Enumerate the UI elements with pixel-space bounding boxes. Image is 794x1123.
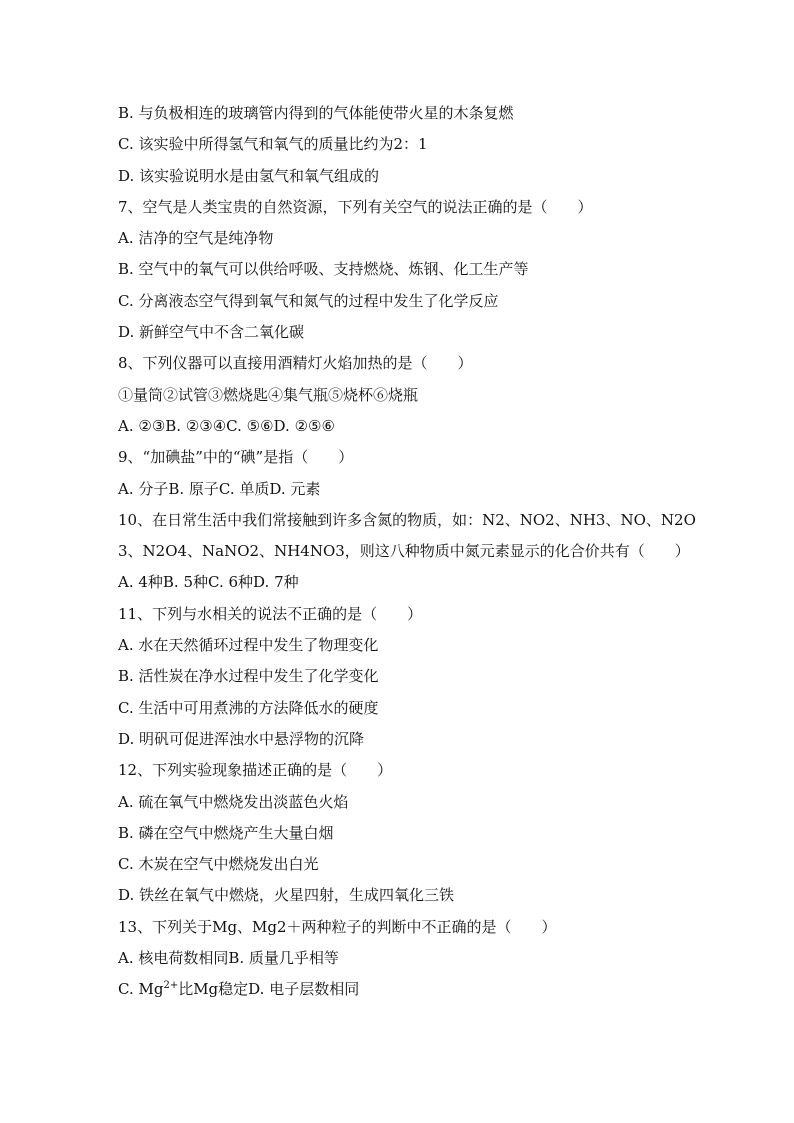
text-line: B. 活性炭在净水过程中发生了化学变化 [118,667,379,686]
line-suffix: 比Mg稳定D. 电子层数相同 [178,980,360,999]
text-line: A. 水在天然循环过程中发生了物理变化 [118,636,379,655]
text-line: D. 新鲜空气中不含二氧化碳 [118,323,305,342]
text-line: A. ②③B. ②③④C. ⑤⑥D. ②⑤⑥ [118,416,335,435]
text-line: D. 该实验说明水是由氢气和氧气组成的 [118,166,380,185]
question-7: 7、空气是人类宝贵的自然资源，下列有关空气的说法正确的是（ ） [118,197,593,216]
text-line: ①量筒②试管③燃烧匙④集气瓶⑤烧杯⑥烧瓶 [118,385,419,404]
text-line [118,974,698,1005]
text-line: D. 铁丝在氧气中燃烧，火星四射，生成四氧化三铁 [118,886,455,905]
text-line: 3、N2O4、NaNO2、NH4NO3，则这八种物质中氮元素显示的化合价共有（ ） [118,542,690,561]
document-content [118,98,698,1006]
question-8: 8、下列仪器可以直接用酒精灯火焰加热的是（ ） [118,354,473,373]
superscript-charge: 2+ [163,980,179,992]
question-12: 12、下列实验现象描述正确的是（ ） [118,761,393,780]
text-line: B. 与负极相连的玻璃管内得到的气体能使带火星的木条复燃 [118,104,514,122]
text-line: B. 空气中的氧气可以供给呼吸、支持燃烧、炼钢、化工生产等 [118,260,529,279]
text-line: D. 明矾可促进浑浊水中悬浮物的沉降 [118,729,365,748]
question-13: 13、下列关于Mg、Mg2＋两种粒子的判断中不正确的是（ ） [118,917,557,936]
text-line: C. 木炭在空气中燃烧发出白光 [118,855,319,874]
text-line: B. 磷在空气中燃烧产生大量白烟 [118,823,334,842]
text-line: A. 核电荷数相同B. 质量几乎相等 [118,949,339,968]
question-9: 9、“加碘盐”中的“碘”是指（ ） [118,448,354,467]
line-prefix: C. Mg [118,980,164,999]
text-line: A. 分子B. 原子C. 单质D. 元素 [118,479,321,498]
question-11: 11、下列与水相关的说法不正确的是（ ） [118,604,423,623]
text-line: C. 生活中可用煮沸的方法降低水的硬度 [118,698,379,717]
text-line: C. 分离液态空气得到氧气和氮气的过程中发生了化学反应 [118,291,499,310]
text-line: A. 硫在氧气中燃烧发出淡蓝色火焰 [118,792,349,811]
question-10: 10、在日常生活中我们常接触到许多含氮的物质，如：N2、NO2、NH3、NO、N2O [118,510,696,529]
text-line: A. 4种B. 5种C. 6种D. 7种 [118,573,299,592]
text-line: C. 该实验中所得氢气和氧气的质量比约为2：1 [118,135,428,154]
text-line: A. 洁净的空气是纯净物 [118,229,274,248]
